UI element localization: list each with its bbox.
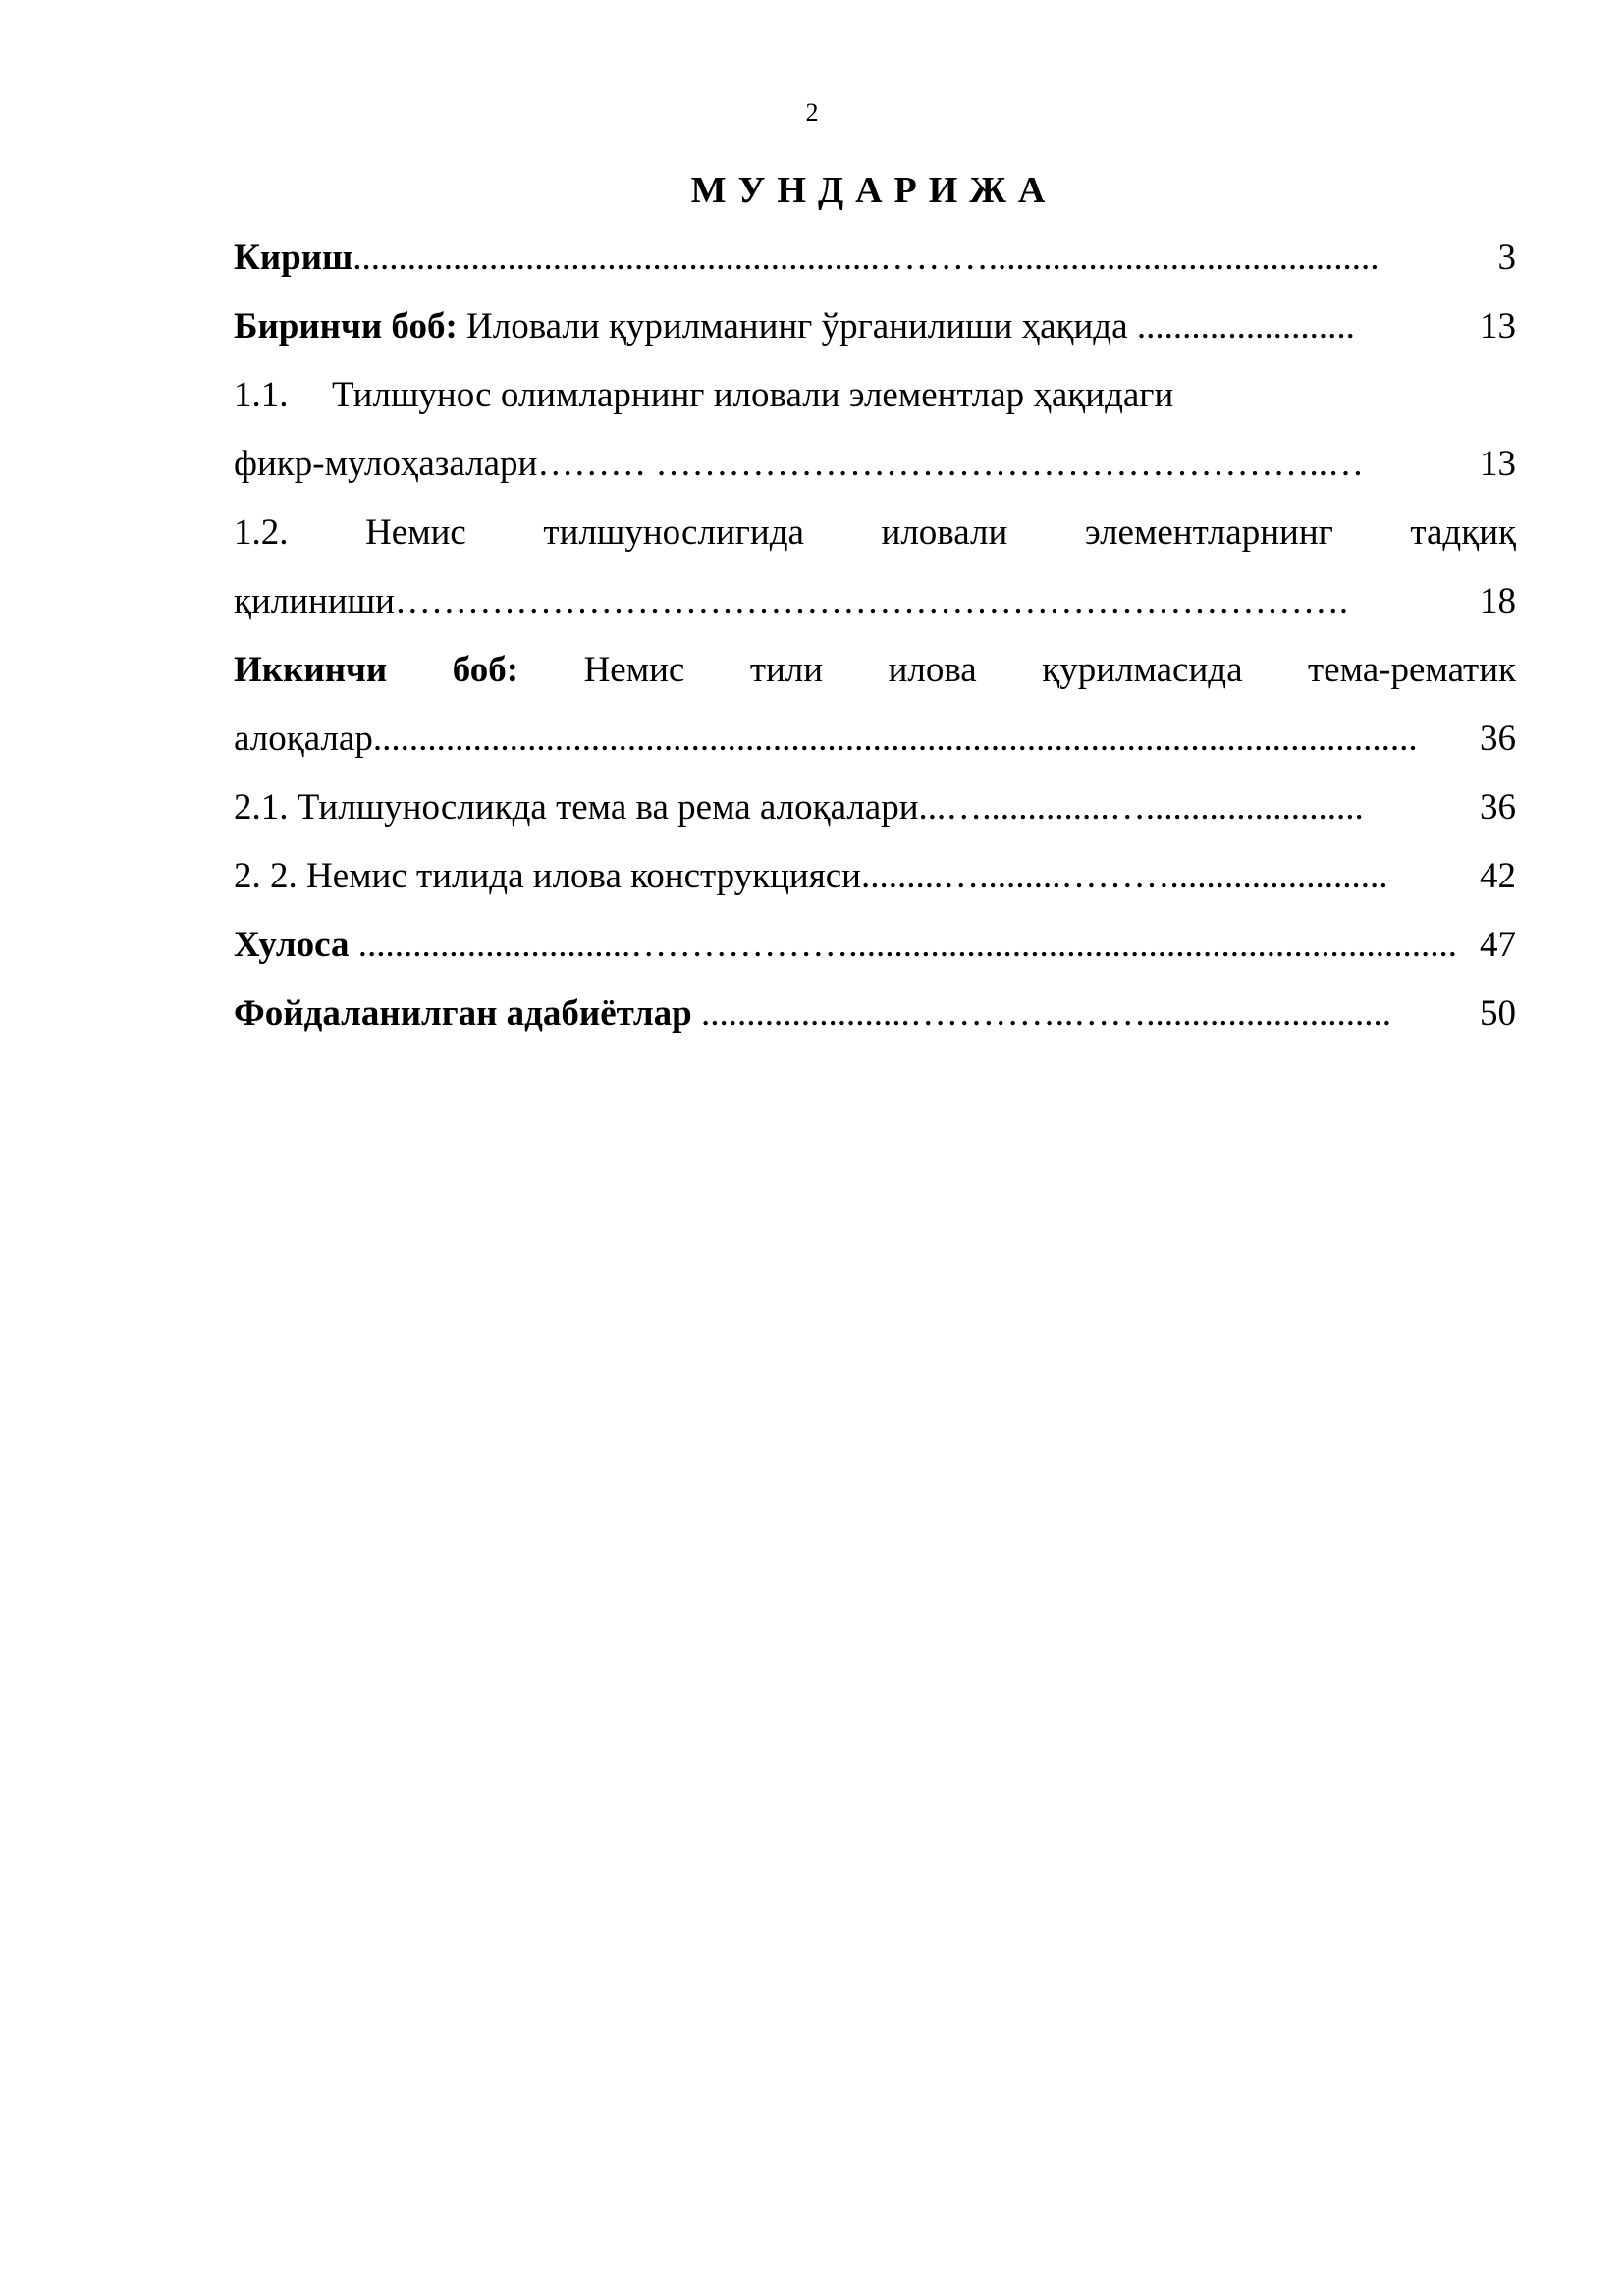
toc-entry-chapter-2[interactable] <box>234 636 1516 705</box>
page-title: МУНДАРИЖА <box>690 170 1057 211</box>
toc-page-number: 18 <box>1480 581 1516 621</box>
toc-word: Немис <box>583 650 685 690</box>
toc-label: Фойдаланилган адабиётлар <box>234 993 692 1034</box>
toc-label: Хулоса <box>234 925 350 965</box>
toc-entry-references[interactable] <box>234 980 1516 1048</box>
toc-entry-conclusion[interactable] <box>234 911 1516 980</box>
toc-page-number: 36 <box>1480 719 1516 759</box>
toc-page-number: 47 <box>1480 925 1516 965</box>
toc-word: илова <box>888 650 977 690</box>
page-number: 2 <box>805 98 819 127</box>
toc-entry-chapter-2-cont <box>234 705 1516 774</box>
toc-word: тилшунослигида <box>543 512 804 553</box>
toc-word: қурилмасида <box>1042 650 1243 690</box>
toc-entry-section-1-2[interactable] <box>234 499 1516 567</box>
toc-word: Иккинчи <box>234 650 388 690</box>
toc-leader: .........….........………........................ <box>860 856 1388 896</box>
toc-page-number: 13 <box>1480 444 1516 484</box>
toc-word: тема-рематик <box>1308 650 1516 690</box>
toc-label-bold: Биринчи боб: <box>234 306 458 347</box>
toc-leader: ..........................................................………........................................... <box>352 238 1380 278</box>
toc-leader: ...…..............…........................ <box>918 787 1364 828</box>
toc-leader: .......................…………..……........................... <box>691 993 1401 1034</box>
toc-section-number: 1.2. <box>234 512 289 553</box>
toc-entry-section-2-2[interactable] <box>234 842 1516 911</box>
toc-page-number: 36 <box>1480 787 1516 828</box>
toc-leader: ..............................………………................................................................... <box>349 925 1467 965</box>
toc-page-number: 3 <box>1497 238 1516 278</box>
toc-entry-chapter-1[interactable] <box>234 293 1516 361</box>
toc-entry-section-1-1-cont <box>234 430 1516 499</box>
toc-word: тадқиқ <box>1410 512 1516 553</box>
toc-page-number: 42 <box>1480 856 1516 896</box>
toc-word: иловали <box>881 512 1008 553</box>
toc-label: алоқалар <box>234 719 373 759</box>
toc-entry-section-2-1[interactable] <box>234 774 1516 842</box>
toc-leader: ................................................................................................................... <box>372 719 1418 759</box>
toc-label: 2.1. Тилшуносликда тема ва рема алоқалари <box>234 787 919 828</box>
toc-word: боб: <box>452 650 519 690</box>
toc-leader: ........................ <box>1136 306 1355 347</box>
toc-label: Тилшунос олимларнинг иловали элементлар ҳақидаги <box>332 375 1174 415</box>
toc-page-number: 50 <box>1480 993 1516 1034</box>
toc-label: Иловали қурилманинг ўрганилиши ҳақида <box>457 306 1137 347</box>
toc-label: Кириш <box>234 238 353 278</box>
toc-page-number: 13 <box>1480 306 1516 347</box>
toc-entry-section-1-1[interactable] <box>234 361 1516 430</box>
toc-entry-intro[interactable] <box>234 224 1516 293</box>
toc-entry-section-1-2-cont <box>234 567 1516 636</box>
toc-label: фикр-мулоҳазалари……… ………………………………………………..… <box>234 444 1365 484</box>
toc-word: элементларнинг <box>1084 512 1333 553</box>
toc-section-number: 1.1. <box>234 375 289 415</box>
toc-word: тили <box>749 650 824 690</box>
toc-word: Немис <box>365 512 466 553</box>
toc-label: қилиниши……………………………………………………………………. <box>234 581 1349 621</box>
toc-label: 2. 2. Немис тилида илова конструкцияси <box>234 856 861 896</box>
